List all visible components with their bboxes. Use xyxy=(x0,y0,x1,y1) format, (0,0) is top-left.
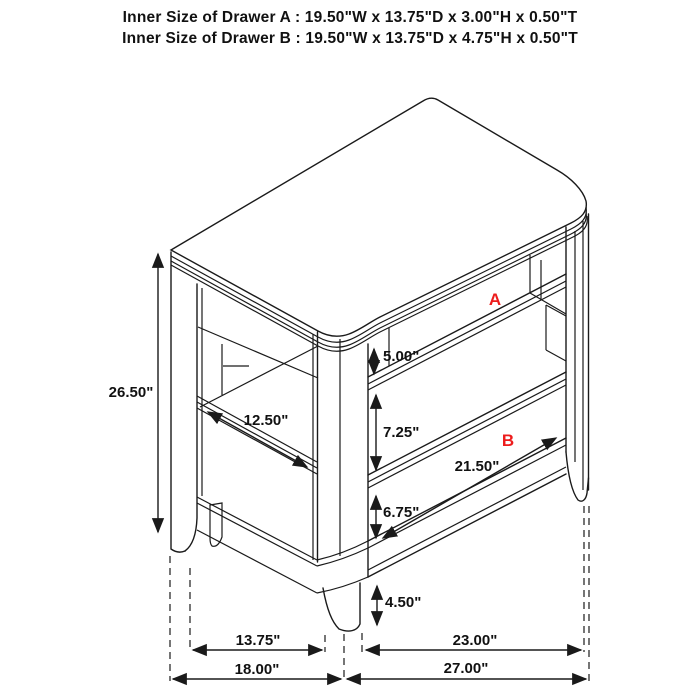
overall-height-label: 26.50" xyxy=(108,384,154,401)
drawer-a-size-text: Inner Size of Drawer A : 19.50"W x 13.75"D x 3.00"H x 0.50"T xyxy=(122,9,578,26)
shelf-depth-label: 12.50" xyxy=(243,412,289,429)
drawer-b-size-text: Inner Size of Drawer B : 19.50"W x 13.75"D x 4.75"H x 0.50"T xyxy=(122,30,578,47)
left-side-face xyxy=(197,327,318,593)
leg-height-label: 4.50" xyxy=(385,594,422,611)
tabletop xyxy=(171,98,587,351)
front-corner-post xyxy=(313,332,368,593)
extension-lines xyxy=(170,506,589,681)
inner-width-label: 23.00" xyxy=(452,632,498,649)
drawer-b-height-label: 6.75" xyxy=(383,504,420,521)
inner-depth-label: 13.75" xyxy=(235,632,281,649)
drawer-a-label: A xyxy=(488,290,502,309)
overall-width-label: 27.00" xyxy=(443,660,489,677)
dimension-lines xyxy=(158,254,586,679)
drawer-a-height-label: 5.00" xyxy=(383,348,420,365)
overall-depth-label: 18.00" xyxy=(234,661,280,678)
drawer-b-label: B xyxy=(501,431,515,450)
drawer-b-width-label: 21.50" xyxy=(454,458,500,475)
right-front-leg xyxy=(566,214,589,501)
open-shelf-height-label: 7.25" xyxy=(383,424,420,441)
